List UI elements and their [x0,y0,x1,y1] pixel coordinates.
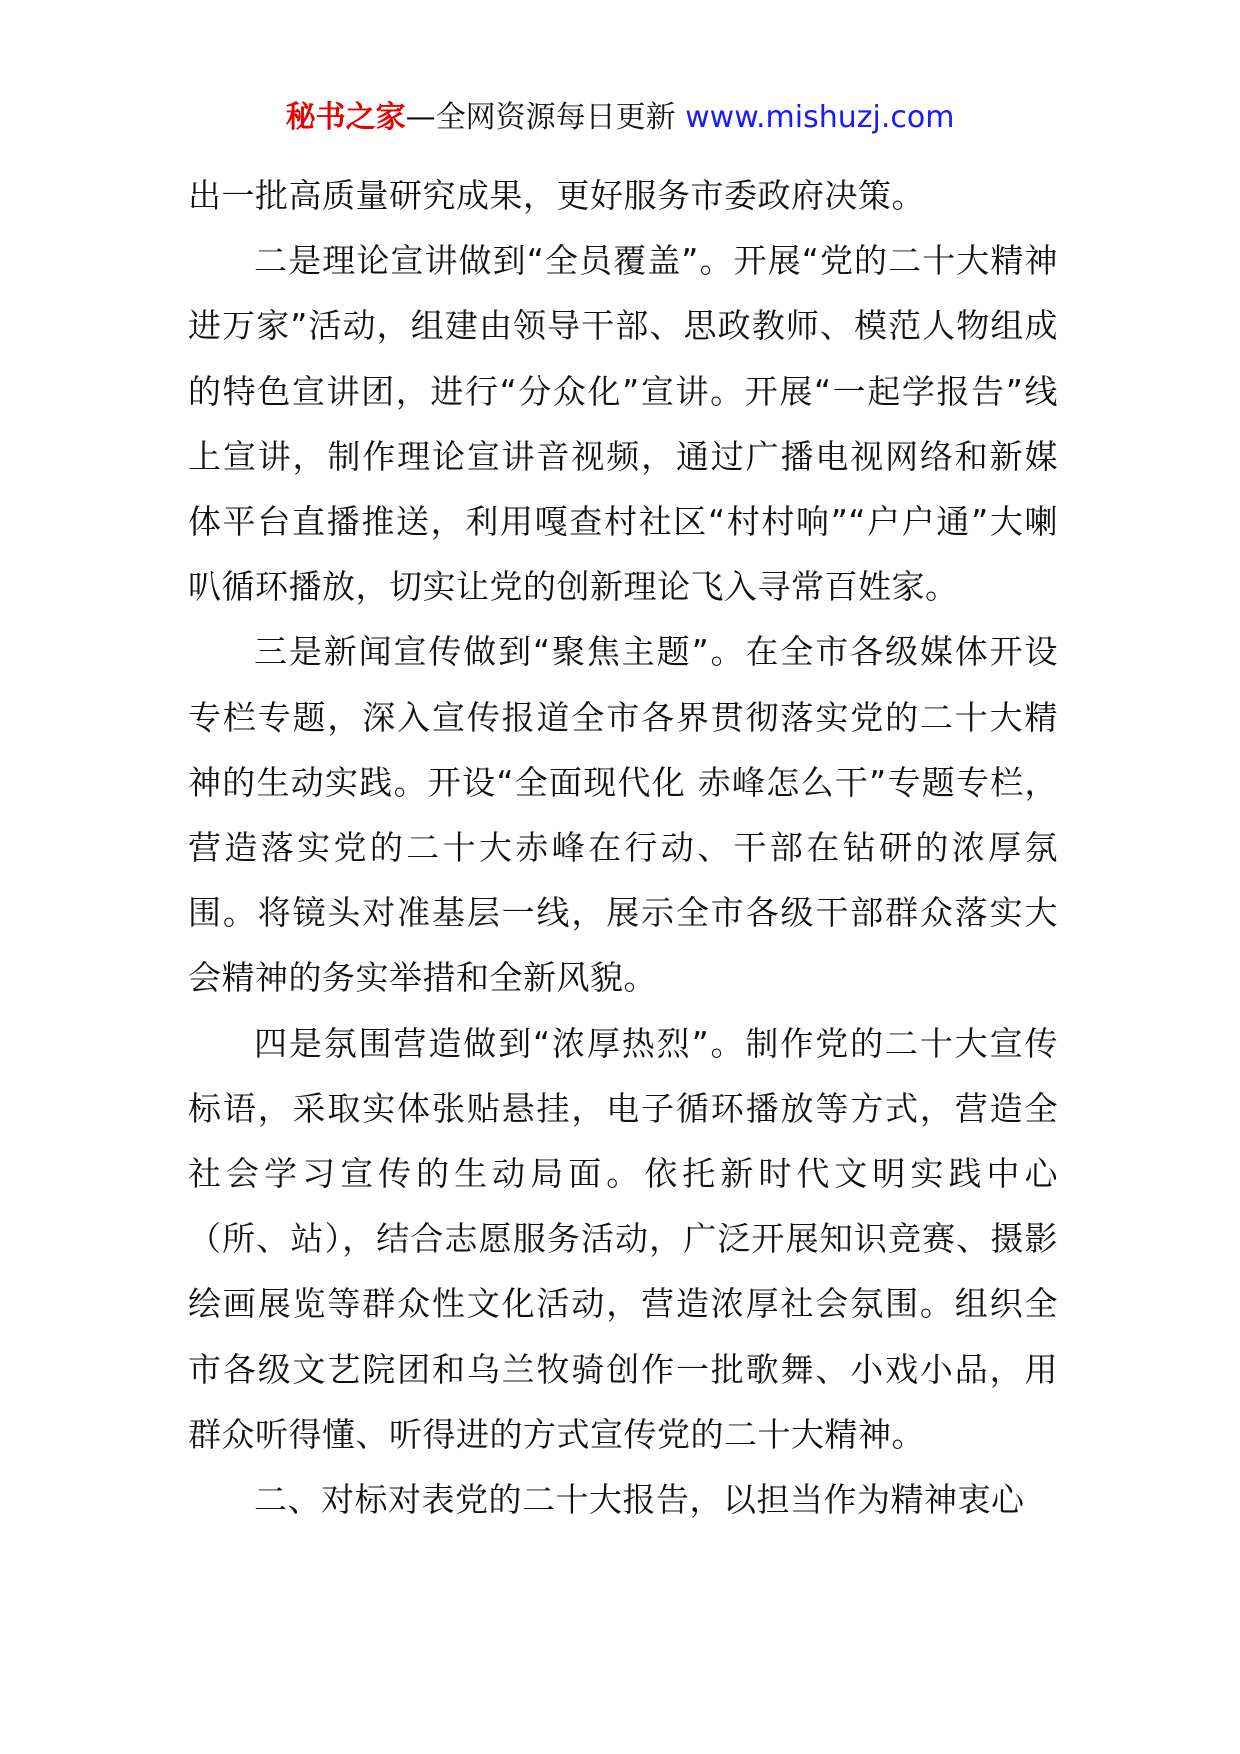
site-url-link[interactable]: www.mishuzj.com [685,100,955,135]
paragraph-news-publicity: 三是新闻宣传做到“聚焦主题”。在全市各级媒体开设专栏专题，深入宣传报道全市各界贯彻落实党的二十大精神的生动实践。开设“全面现代化 赤峰怎么干”专题专栏，营造落实党的二十大赤峰在行动、干部在钻研的浓厚氛围。将镜头对准基层一线，展示全市各级干部群众落实大会精神的务实举措和全新风貌。 [188,632,1058,998]
site-brand: 秘书之家 [285,100,406,135]
paragraph-continued: 出一批高质量研究成果，更好服务市委政府决策。 [188,176,925,215]
paragraph-theory-lectures: 二是理论宣讲做到“全员覆盖”。开展“党的二十大精神进万家”活动，组建由领导干部、思政教师、模范人物组成的特色宣讲团，进行“分众化”宣讲。开展“一起学报告”线上宣讲，制作理论宣讲音视频，通过广播电视网络和新媒体平台直播推送，利用嘎查村社区“村村响”“户户通”大喇叭循环播放，切实让党的创新理论飞入寻常百姓家。 [188,241,1058,607]
page-header [0,96,1240,140]
document-body [188,163,1058,1532]
section-heading-two: 二、对标对表党的二十大报告，以担当作为精神衷心 [254,1480,1025,1520]
site-tagline: —全网资源每日更新 [405,100,676,135]
paragraph-atmosphere: 四是氛围营造做到“浓厚热烈”。制作党的二十大宣传标语，采取实体张贴悬挂，电子循环播放等方式，营造全社会学习宣传的生动局面。依托新时代文明实践中心（所、站），结合志愿服务活动，广泛开展知识竞赛、摄影绘画展览等群众性文化活动，营造浓厚社会氛围。组织全市各级文艺院团和乌兰牧骑创作一批歌舞、小戏小品，用群众听得懂、听得进的方式宣传党的二十大精神。 [188,1023,1058,1454]
